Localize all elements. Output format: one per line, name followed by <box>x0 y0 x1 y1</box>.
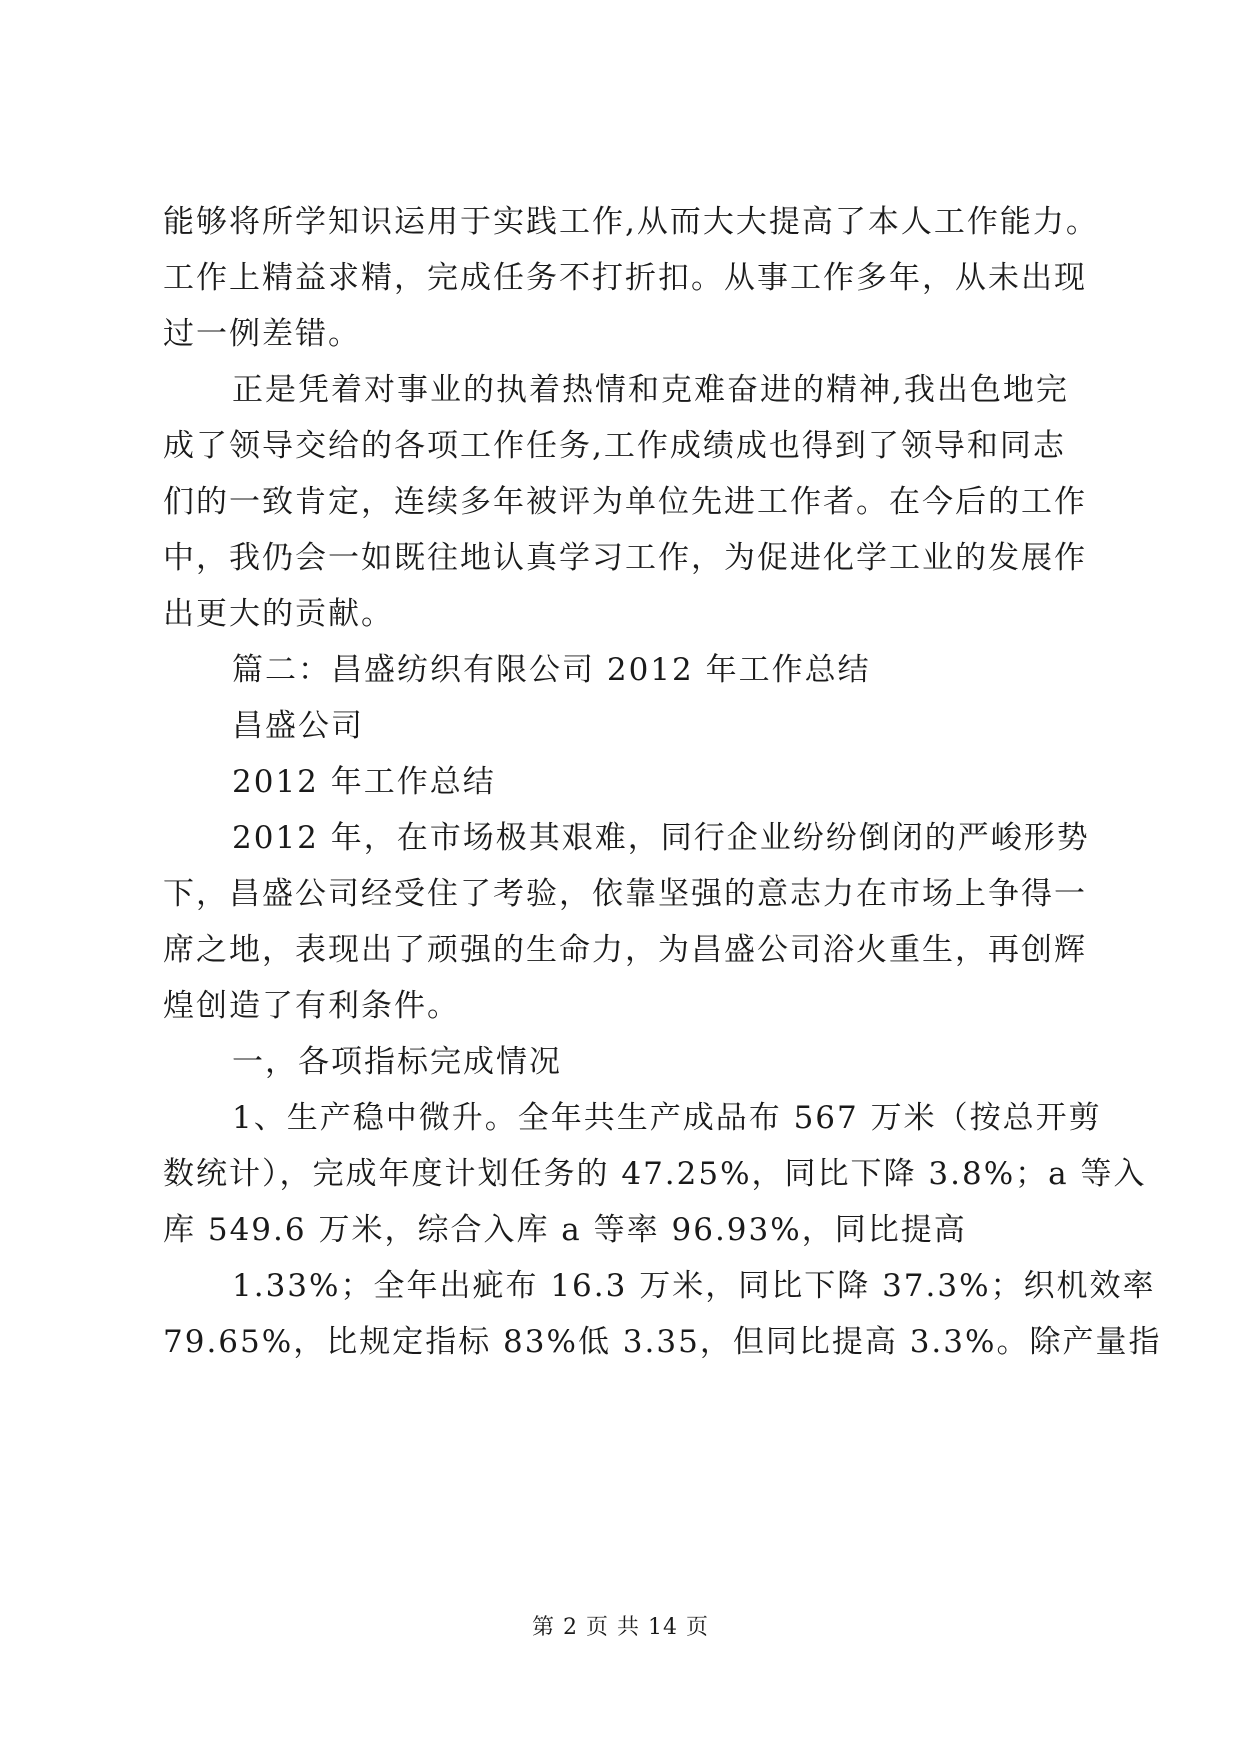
page-number-footer: 第 2 页 共 14 页 <box>532 1615 709 1640</box>
report-title: 2012 年工作总结 <box>232 764 496 800</box>
text-line-5: 成了领导交给的各项工作任务,工作成绩成也得到了领导和同志 <box>163 428 1066 464</box>
text-line-18: 数统计），完成年度计划任务的 47.25%，同比下降 3.8%；a 等入 <box>163 1156 1147 1192</box>
text-line-13: 下，昌盛公司经受住了考验，依靠坚强的意志力在市场上争得一 <box>163 876 1087 912</box>
text-line-14: 席之地，表现出了顽强的生命力，为昌盛公司浴火重生，再创辉 <box>163 932 1087 968</box>
text-line-7: 中，我仍会一如既往地认真学习工作，为促进化学工业的发展作 <box>163 540 1087 576</box>
text-line-15: 煌创造了有利条件。 <box>163 988 460 1024</box>
text-line-4: 正是凭着对事业的执着热情和克难奋进的精神,我出色地完 <box>232 372 1069 408</box>
section-heading: 篇二：昌盛纺织有限公司 2012 年工作总结 <box>232 652 871 688</box>
text-line-8: 出更大的贡献。 <box>163 596 394 632</box>
text-line-19: 库 549.6 万米，综合入库 a 等率 96.93%，同比提高 <box>163 1212 967 1248</box>
text-line-2: 工作上精益求精，完成任务不打折扣。从事工作多年，从未出现 <box>163 260 1087 296</box>
text-line-17: 1、生产稳中微升。全年共生产成品布 567 万米（按总开剪 <box>232 1100 1102 1136</box>
subsection-heading: 一，各项指标完成情况 <box>232 1044 562 1080</box>
text-line-21: 79.65%，比规定指标 83%低 3.35，但同比提高 3.3%。除产量指 <box>163 1324 1162 1360</box>
text-line-3: 过一例差错。 <box>163 316 361 352</box>
text-line-20: 1.33%；全年出疵布 16.3 万米，同比下降 37.3%；织机效率 <box>232 1268 1156 1304</box>
company-name: 昌盛公司 <box>232 708 364 744</box>
text-line-6: 们的一致肯定，连续多年被评为单位先进工作者。在今后的工作 <box>163 484 1087 520</box>
text-line-1: 能够将所学知识运用于实践工作,从而大大提高了本人工作能力。 <box>163 204 1099 240</box>
text-line-12: 2012 年，在市场极其艰难，同行企业纷纷倒闭的严峻形势 <box>232 820 1090 856</box>
